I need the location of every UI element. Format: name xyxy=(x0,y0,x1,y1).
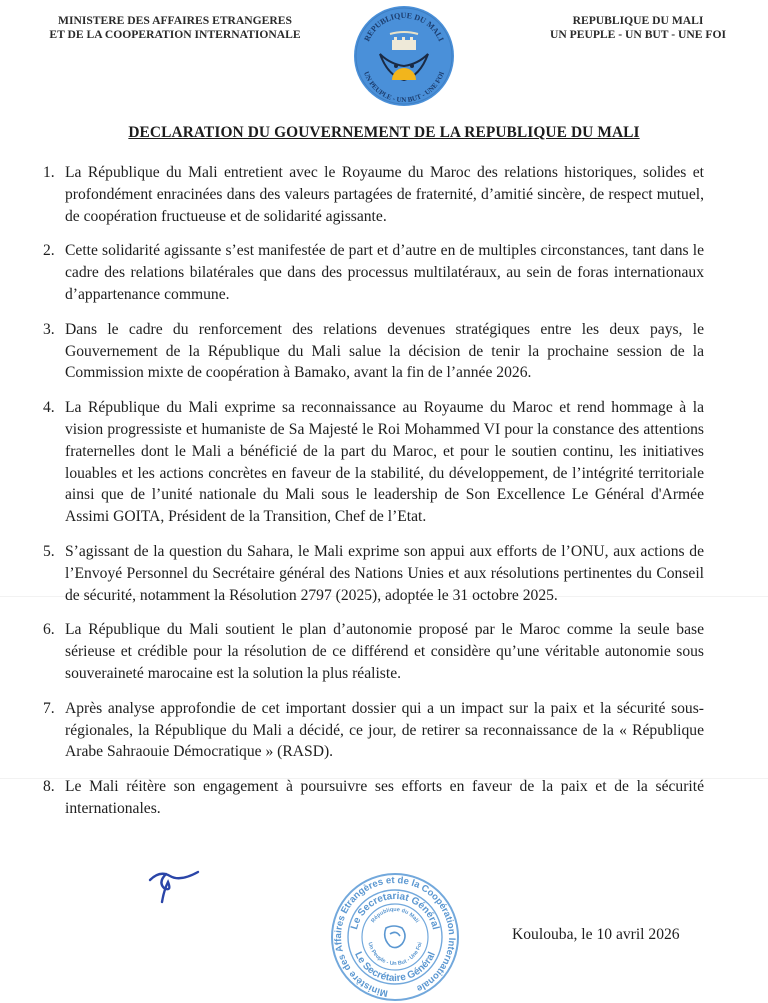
item-number: 8. xyxy=(43,778,55,796)
item-text: S’agissant de la question du Sahara, le Mali exprime son appui aux efforts de l’ONU, aux actions de l’Envoyé Personnel du Secrétaire général des Nations Unies et aux résolutions pertinentes du Conseil de sécurité, notamment la Résolution 2797 (2025), adoptée le 31 octobre 2025. xyxy=(65,542,704,604)
item-number: 2. xyxy=(43,242,55,260)
signature-icon xyxy=(140,866,200,904)
declaration-item xyxy=(44,240,704,305)
coat-of-arms-icon xyxy=(352,4,456,108)
item-text: La République du Mali exprime sa reconnaissance au Royaume du Maroc et rend hommage à la vision progressiste et humaniste de Sa Majesté le Roi Mohammed VI pour la constance des attentions fraternelles dont le Mali a bénéficié de la part du Maroc, et pour le soutien continu, les initiatives louables et les actions concrètes en faveur de la stabilité, du développement, de l’intégrité territoriale ainsi que de l’unité nationale du Mali sous le leadership de Son Excellence Le Général d'Armée Assimi GOITA, Président de la Transition, Chef de l’Etat. xyxy=(65,399,704,526)
item-text: Le Mali réitère son engagement à poursuivre ses efforts en faveur de la paix et de la sécurité internationales. xyxy=(65,778,704,817)
ministry-name-line2: ET DE LA COOPERATION INTERNATIONALE xyxy=(49,28,301,41)
declaration-item xyxy=(44,698,704,763)
declaration-item xyxy=(44,619,704,684)
declaration-item xyxy=(44,162,704,227)
stamp-outer-text: Ministère des Affaires Etrangères et de la Coopération Internationale xyxy=(333,874,458,999)
item-number: 3. xyxy=(43,320,55,338)
declaration-item xyxy=(44,319,704,384)
stamp-inner-bottom-text: Un Peuple - Un But - Une Foi xyxy=(366,941,424,968)
national-motto: UN PEUPLE - UN BUT - UNE FOI xyxy=(550,28,726,41)
item-text: La République du Mali soutient le plan d’autonomie proposé par le Maroc comme la seule base sérieuse et crédible pour la résolution de ce différend et considère qu’une véritable autonomie sous souveraineté marocaine est la solution la plus réaliste. xyxy=(65,621,704,682)
paper-fold-line xyxy=(0,778,768,779)
place-and-date: Koulouba, le 10 avril 2026 xyxy=(512,926,680,943)
stamp-middle-top-text: Le Secretariat Général xyxy=(349,890,441,931)
item-number: 6. xyxy=(43,621,55,639)
document-title: DECLARATION DU GOUVERNEMENT DE LA REPUBLIQUE DU MALI xyxy=(128,124,640,141)
emblem-bottom-text: UN PEUPLE - UN BUT - UNE FOI xyxy=(361,70,447,105)
stamp-inner-top-text: République du Mali xyxy=(370,906,420,925)
item-text: Dans le cadre du renforcement des relations devenues stratégiques entre les deux pays, le Gouvernement de la République du Mali salue la décision de tenir la prochaine session de la Commission mixte de coopération à Bamako, avant la fin de l’année 2026. xyxy=(65,320,704,382)
republic-header xyxy=(538,14,738,42)
item-number: 7. xyxy=(43,699,55,717)
official-stamp-icon xyxy=(330,872,460,1003)
item-number: 5. xyxy=(43,542,55,560)
declaration-item xyxy=(44,397,704,528)
stamp-middle-bottom-text: Le Secrétaire Général xyxy=(352,950,438,985)
item-text: La République du Mali entretient avec le Royaume du Maroc des relations historiques, solides et profondément enracinées dans des valeurs partagées de fraternité, d’amitié sincère, de respect mutuel, de coopération fructueuse et de solidarité agissante. xyxy=(65,164,704,225)
declaration-item xyxy=(44,776,704,820)
item-number: 1. xyxy=(43,164,55,181)
item-number: 4. xyxy=(43,399,55,417)
republic-name: REPUBLIQUE DU MALI xyxy=(572,14,704,27)
emblem-top-text: REPUBLIQUE DU MALI xyxy=(362,10,446,43)
paper-fold-line xyxy=(0,596,768,597)
ministry-name-line1: MINISTERE DES AFFAIRES ETRANGERES xyxy=(58,14,292,27)
declaration-items xyxy=(0,152,768,820)
item-text: Cette solidarité agissante s’est manifestée de part et d’autre en de multiples circonstances, tant dans le cadre des relations bilatérales que dans des processus multilatéraux, au sein de foras internationaux d’appartenance commune. xyxy=(65,242,704,303)
ministry-header xyxy=(30,14,320,42)
item-text: Après analyse approfondie de cet important dossier qui a un impact sur la paix et la sécurité sous-régionales, la République du Mali a décidé, ce jour, de retirer sa reconnaissance de la « République Arabe Sahraouie Démocratique » (RASD). xyxy=(65,699,704,761)
